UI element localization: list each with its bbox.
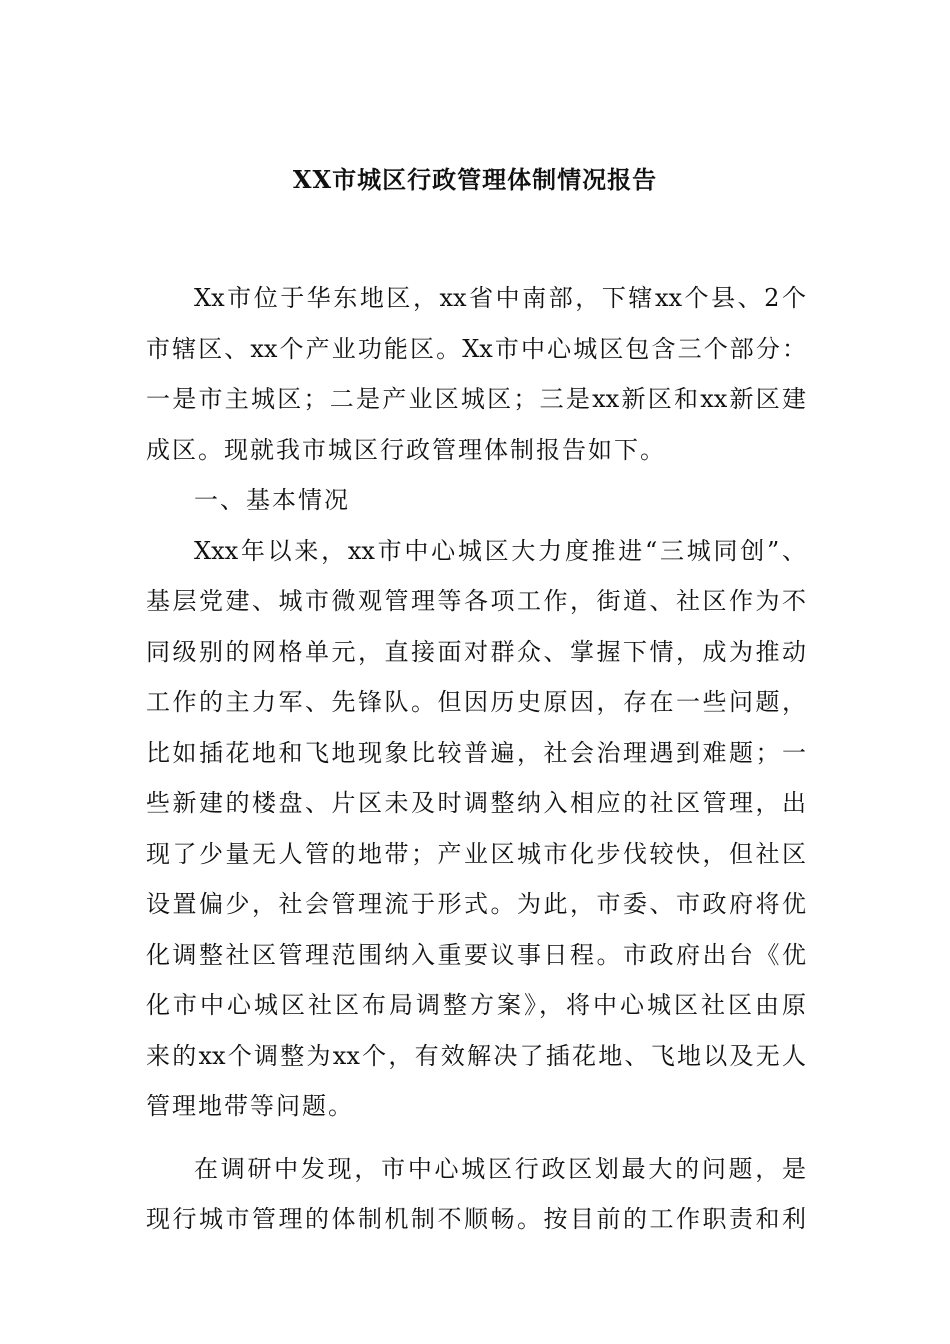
body-line: 化市中心城区社区布局调整方案》，将中心城区社区由原 (146, 991, 806, 1019)
body-line: 市辖区、xx个产业功能区。Xx市中心城区包含三个部分： (146, 334, 806, 363)
body-line: 一是市主城区；二是产业区城区；三是xx新区和xx新区建 (146, 385, 806, 413)
body-line: Xxx年以来，xx市中心城区大力度推进“三城同创”、 (194, 536, 806, 565)
body-line: 化调整社区管理范围纳入重要议事日程。市政府出台《优 (146, 940, 806, 969)
body-line: 来的xx个调整为xx个，有效解决了插花地、飞地以及无人 (146, 1041, 806, 1070)
body-line: 成区。现就我市城区行政管理体制报告如下。 (146, 435, 666, 464)
body-line: 设置偏少，社会管理流于形式。为此，市委、市政府将优 (146, 890, 806, 918)
body-line: 现了少量无人管的地带；产业区城市化步伐较快，但社区 (146, 839, 806, 868)
body-line: 些新建的楼盘、片区未及时调整纳入相应的社区管理，出 (146, 789, 806, 817)
body-line: 现行城市管理的体制机制不顺畅。按目前的工作职责和利 (146, 1205, 806, 1233)
body-line: 比如插花地和飞地现象比较普遍，社会治理遇到难题；一 (146, 738, 806, 767)
body-line: 一、基本情况 (194, 486, 350, 514)
body-line: 同级别的网格单元，直接面对群众、掌握下情，成为推动 (146, 637, 806, 666)
document-title: XX市城区行政管理体制情况报告 (292, 165, 658, 194)
body-line: 管理地带等问题。 (146, 1092, 354, 1120)
body-line: 在调研中发现，市中心城区行政区划最大的问题，是 (194, 1154, 806, 1183)
body-line: 工作的主力军、先锋队。但因历史原因，存在一些问题， (146, 688, 806, 716)
body-line: Xx市位于华东地区，xx省中南部，下辖xx个县、2个 (194, 284, 806, 312)
body-line: 基层党建、城市微观管理等各项工作，街道、社区作为不 (146, 587, 806, 615)
